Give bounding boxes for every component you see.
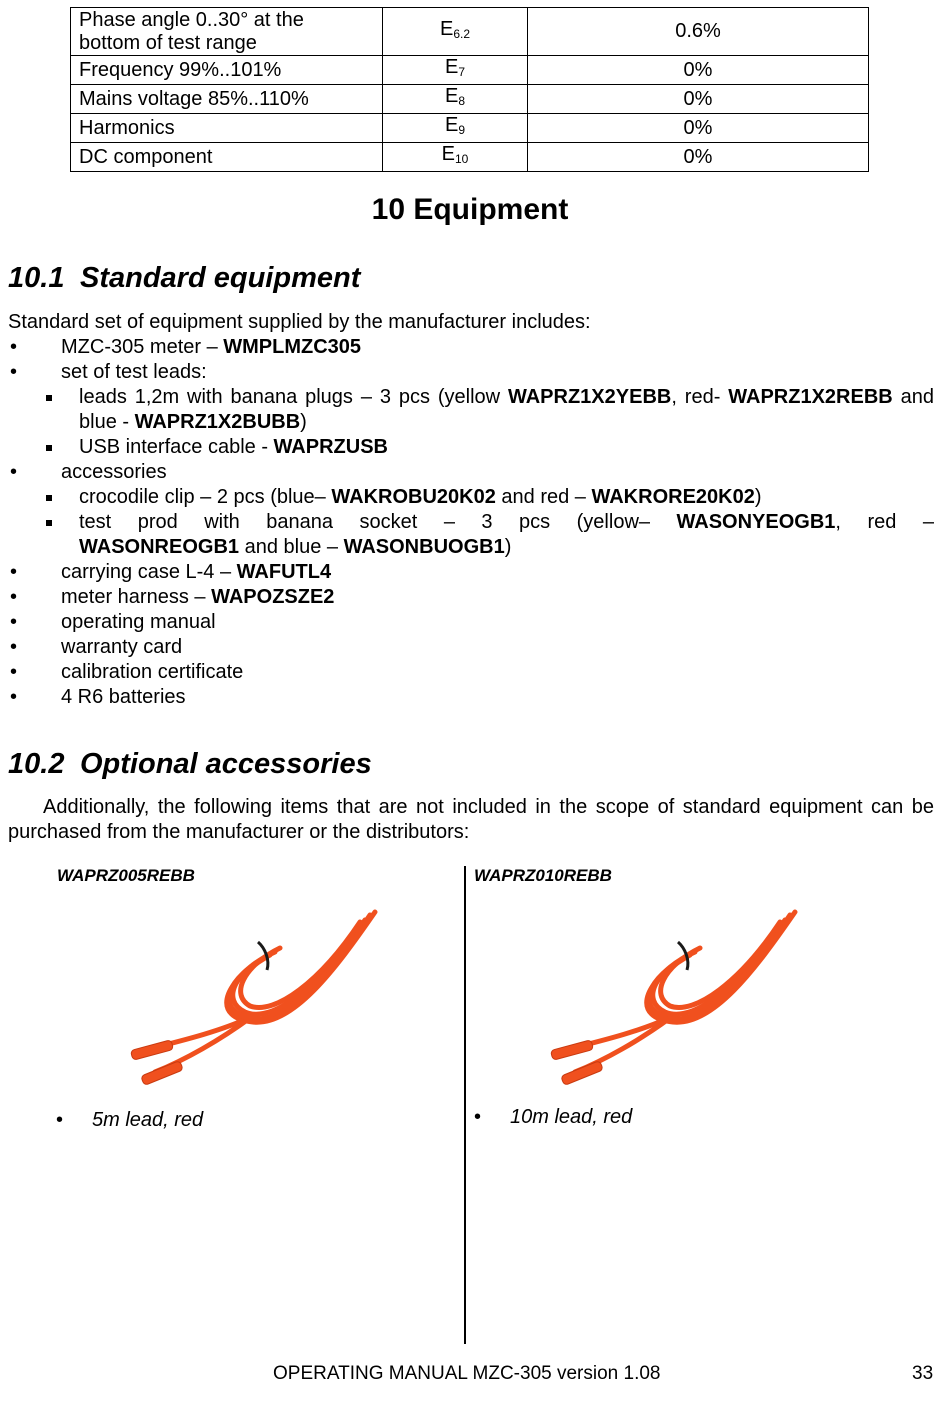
table-cell-name: DC component xyxy=(71,143,383,172)
list-item: • calibration certificate xyxy=(8,660,934,685)
lead-5m-image xyxy=(125,900,390,1090)
footer-title: OPERATING MANUAL MZC-305 version 1.08 xyxy=(273,1363,661,1384)
table-cell-value: 0% xyxy=(528,114,869,143)
list-item: • meter harness – WAPOZSZE2 xyxy=(8,585,934,610)
accessory-code-left: WAPRZ005REBB xyxy=(57,866,195,885)
list-item: • 4 R6 batteries xyxy=(8,685,934,710)
section-title: Standard equipment xyxy=(80,262,361,294)
table-row xyxy=(71,56,869,85)
influence-table xyxy=(70,7,869,172)
table-row xyxy=(71,114,869,143)
table-cell-name: Harmonics xyxy=(71,114,383,143)
optional-paragraph: Additionally, the following items that are not included in the scope of standard equipment can be purchased from the manufacturer or the distributors: xyxy=(8,796,934,843)
caption-left: • 5m lead, red xyxy=(56,1109,204,1131)
table-cell-name: Frequency 99%..101% xyxy=(71,56,383,85)
column-divider xyxy=(464,866,466,1344)
list-item: • operating manual xyxy=(8,610,934,635)
section-title: Optional accessories xyxy=(80,748,372,780)
table-row xyxy=(71,143,869,172)
table-cell-name: Phase angle 0..30° at the bottom of test range xyxy=(71,8,383,56)
accessory-code-right: WAPRZ010REBB xyxy=(474,866,612,885)
sub-list-item: test prod with banana socket – 3 pcs (yellow– WASONYEOGB1, red – WASONREOGB1 and blue – WASONBUOGB1) xyxy=(8,510,934,560)
caption-right: • 10m lead, red xyxy=(474,1106,633,1128)
section-number: 10.2 xyxy=(8,748,65,780)
sub-list-item: crocodile clip – 2 pcs (blue– WAKROBU20K02 and red – WAKRORE20K02) xyxy=(8,485,934,510)
list-item: • set of test leads: leads 1,2m with banana plugs – 3 pcs (yellow WAPRZ1X2YEBB, red- WAPRZ1X2REBB and blue - WAPRZ1X2BUBB) USB interface cable - WAPRZUSB xyxy=(8,360,934,460)
equipment-list xyxy=(8,335,934,710)
table-cell-name: Mains voltage 85%..110% xyxy=(71,85,383,114)
table-cell-value: 0% xyxy=(528,85,869,114)
sub-list xyxy=(61,485,934,560)
table-cell-symbol: $E_{6.2}$ xyxy=(383,8,528,56)
list-item: • warranty card xyxy=(8,635,934,660)
table-row xyxy=(71,8,869,56)
table-cell-symbol: $E_8$ xyxy=(383,85,528,114)
sub-list xyxy=(61,385,934,460)
table-cell-value: 0% xyxy=(528,56,869,85)
table-cell-symbol: $E_{10}$ xyxy=(383,143,528,172)
lead-10m-image xyxy=(545,900,810,1090)
table-row xyxy=(71,85,869,114)
section-heading-optional xyxy=(8,748,372,781)
page-number: 33 xyxy=(912,1363,934,1384)
section-number: 10.1 xyxy=(8,262,65,294)
table-cell-value: 0% xyxy=(528,143,869,172)
section-heading-standard xyxy=(8,262,360,295)
table-cell-symbol: $E_9$ xyxy=(383,114,528,143)
list-item: • carrying case L-4 – WAFUTL4 xyxy=(8,560,934,585)
table-cell-value: 0.6% xyxy=(528,8,869,56)
sub-list-item: USB interface cable - WAPRZUSB xyxy=(8,435,934,460)
list-item: • MZC-305 meter – WMPLMZC305 xyxy=(8,335,934,360)
intro-text: Standard set of equipment supplied by the manufacturer includes: xyxy=(8,311,591,333)
list-item: • accessories crocodile clip – 2 pcs (blue– WAKROBU20K02 and red – WAKRORE20K02) test prod with banana socket – 3 pcs (yellow– WASONYEOGB1, red – WASONREOGB1 and blue – WASONBUOGB1) xyxy=(8,460,934,560)
chapter-title: 10 Equipment xyxy=(371,193,569,226)
table-cell-symbol: $E_7$ xyxy=(383,56,528,85)
sub-list-item: leads 1,2m with banana plugs – 3 pcs (yellow WAPRZ1X2YEBB, red- WAPRZ1X2REBB and blue - WAPRZ1X2BUBB) xyxy=(8,385,934,435)
